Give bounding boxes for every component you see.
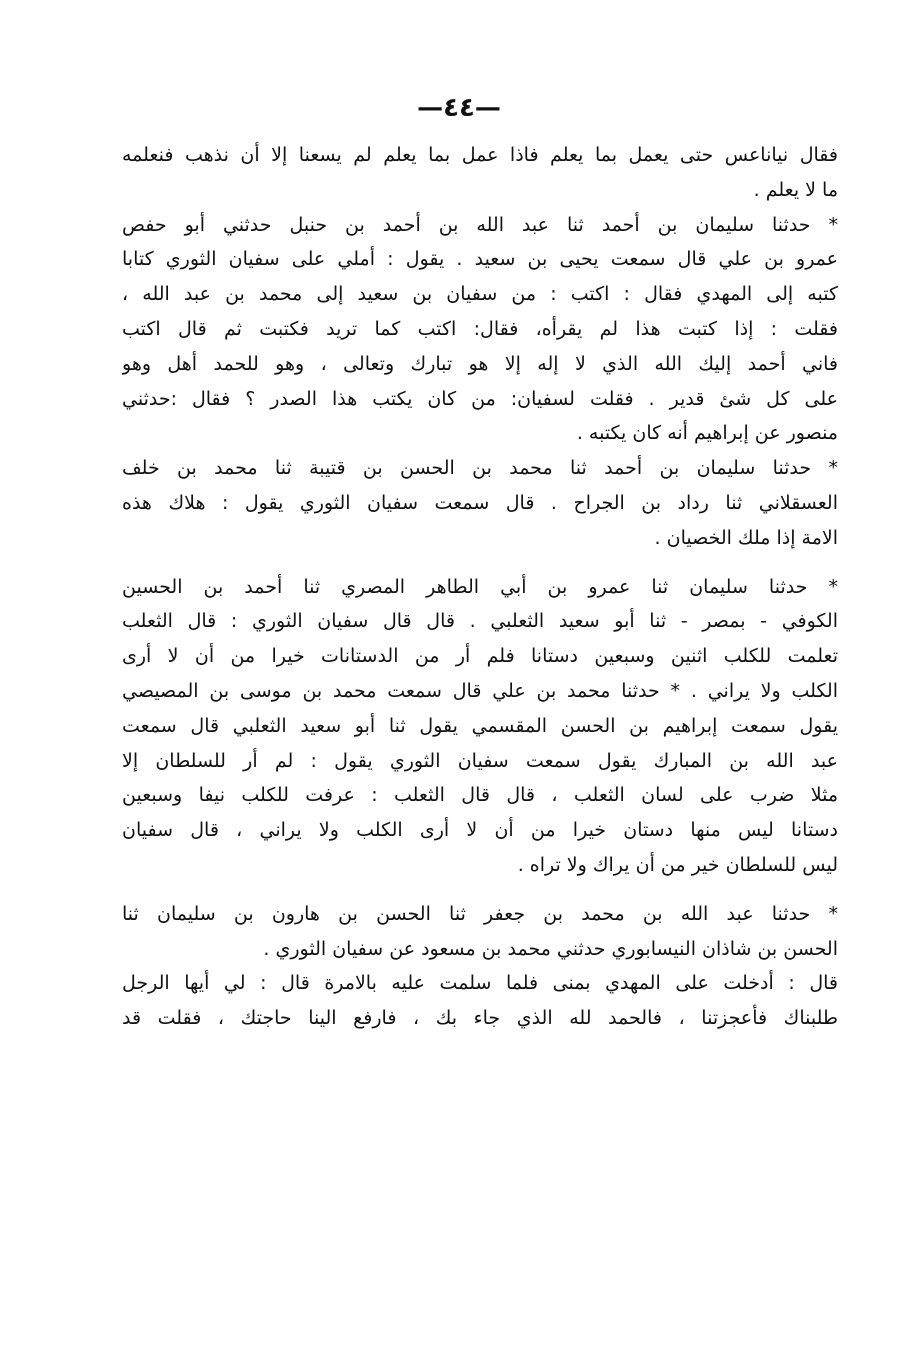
text-line: دستانا ليس منها دستان خيرا من أن لا أرى الكلب ولا يراني ، قال سفيان <box>122 819 838 842</box>
page-number: —٤٤— <box>417 93 501 123</box>
paragraph-spacer <box>122 556 838 570</box>
text-line: تعلمت للكلب اثنين وسبعين دستانا فلم أر من الدستانات خيرا من أن لا أرى <box>122 645 838 668</box>
text-line: * حدثنا سليمان ثنا عمرو بن أبي الطاهر المصري ثنا أحمد بن الحسين <box>122 575 838 598</box>
text-line: على كل شئ قدير . فقلت لسفيان: من كان يكتب هذا الصدر ؟ فقال :حدثني <box>122 387 838 410</box>
text-line: كتبه إلى المهدي فقال : اكتب : من سفيان بن سعيد إلى محمد بن عبد الله ، <box>122 283 838 306</box>
text-line: الكوفي - بمصر - ثنا أبو سعيد الثعلبي . قال قال سفيان الثوري : قال الثعلب <box>122 610 838 633</box>
paragraph <box>122 451 838 555</box>
text-line: يقول سمعت إبراهيم بن الحسن المقسمي يقول ثنا أبو سعيد الثعلبي قال سمعت <box>122 714 838 737</box>
text-line: * حدثنا سليمان بن أحمد ثنا عبد الله بن أحمد بن حنبل حدثني أبو حفص <box>122 213 838 236</box>
text-line: الكلب ولا يراني . * حدثنا محمد بن علي قال سمعت محمد بن موسى بن المصيصي <box>122 679 838 702</box>
text-line: العسقلاني ثنا رداد بن الجراح . قال سمعت سفيان الثوري يقول : هلاك هذه <box>122 491 838 514</box>
text-line: مثلا ضرب على لسان الثعلب ، قال قال الثعلب : عرفت للكلب نيفا وسبعين <box>122 784 838 807</box>
text-line: فقلت : إذا كتبت هذا لم يقرأه، فقال: اكتب كما تريد فكتبت ثم قال اكتب <box>122 317 838 340</box>
paragraph <box>122 208 838 452</box>
text-line: * حدثنا سليمان بن أحمد ثنا محمد بن الحسن بن قتيبة ثنا محمد بن خلف <box>122 457 838 480</box>
text-line: قال : أدخلت على المهدي بمنى فلما سلمت عليه بالامرة قال : لي أيها الرجل <box>122 972 838 995</box>
text-line: منصور عن إبراهيم أنه كان يكتبه . <box>576 422 838 445</box>
paragraph <box>122 570 838 883</box>
text-line: عمرو بن علي قال سمعت يحيى بن سعيد . يقول : أملي على سفيان الثوري كتابا <box>122 248 838 271</box>
text-line: ما لا يعلم . <box>753 178 838 201</box>
text-line: عبد الله بن المبارك يقول سمعت سفيان الثوري يقول : لم أر للسلطان إلا <box>122 749 838 772</box>
text-line: ليس للسلطان خير من أن يراك ولا تراه . <box>517 853 838 876</box>
paragraph <box>122 897 838 1036</box>
text-line: الامة إذا ملك الخصيان . <box>654 526 838 549</box>
text-line: * حدثنا عبد الله بن محمد بن جعفر ثنا الحسن بن هارون بن سليمان ثنا <box>122 902 838 925</box>
paragraph <box>122 138 838 208</box>
text-line: الحسن بن شاذان النيسابوري حدثني محمد بن مسعود عن سفيان الثوري . <box>263 937 838 960</box>
text-line: فقال نياناعس حتى يعمل بما يعلم فاذا عمل بما يعلم لم يسعنا إلا أن نذهب فنعلمه <box>122 144 838 166</box>
text-line: طلبناك فأعجزتنا ، فالحمد لله الذي جاء بك ، فارفع الينا حاجتك ، فقلت قد <box>122 1007 838 1030</box>
body-text <box>122 138 838 1036</box>
paragraph-spacer <box>122 883 838 897</box>
text-line: فاني أحمد إليك الله الذي لا إله إلا هو تبارك وتعالى ، وهو للحمد أهل وهو <box>122 352 838 375</box>
